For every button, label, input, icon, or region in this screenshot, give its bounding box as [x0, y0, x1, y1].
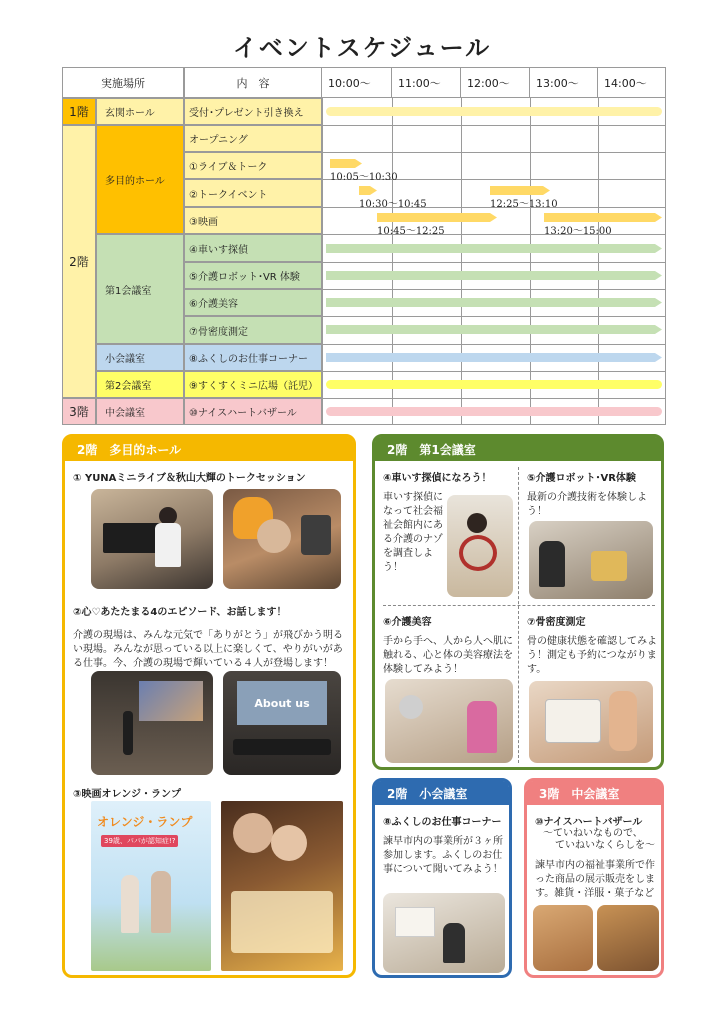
section-beauty-text: 手から手へ、人から人へ肌に触れる、心と体の美容療法を体験してみよう！	[383, 636, 513, 675]
photo-bone-density	[529, 681, 653, 763]
bar-wheelchair	[326, 244, 662, 253]
bar-beauty	[326, 298, 662, 307]
section-work-text: 諫早市内の事業所が３ヶ所参加します。ふくしのお仕事について聞いてみよう！	[383, 836, 503, 875]
time-header: 13:00～	[530, 67, 598, 98]
bar-bazaar	[326, 407, 662, 416]
photo-bazaar-goods-1	[533, 905, 593, 971]
projection-screen	[139, 681, 203, 721]
header-place: 実施場所	[62, 67, 184, 98]
poster-figure-1	[121, 875, 139, 933]
panel-conf1-heading: 2階 第1会議室	[375, 437, 661, 461]
item-reception: 受付･プレゼント引き換え	[184, 98, 322, 125]
item-talk-event: ②トークイベント	[184, 179, 322, 207]
row-line	[322, 125, 666, 126]
time-label-live: 10:05～10:30	[330, 172, 398, 183]
panel-small-heading: 2階 小会議室	[375, 781, 509, 805]
child-head	[467, 513, 487, 533]
section-movie-title: ③映画オレンジ・ランプ	[73, 789, 181, 800]
section-bazaar-sub2: ていねいなくらしを～	[555, 840, 655, 851]
monitor-shape	[301, 515, 331, 555]
panel-multipurpose-heading: 2階 多目的ホール	[65, 437, 353, 461]
bar-reception	[326, 107, 662, 116]
time-header: 11:00～	[392, 67, 461, 98]
flyer-face-2	[271, 825, 307, 861]
panelists-row	[233, 739, 331, 755]
divider-horizontal	[383, 605, 655, 606]
page-title: イベントスケジュール	[232, 34, 492, 62]
bar-work-corner	[326, 353, 662, 362]
speaker-figure	[123, 711, 133, 755]
divider-vertical	[518, 467, 519, 763]
poster-figure-2	[151, 871, 171, 933]
flyer-face-1	[233, 813, 273, 853]
section-bazaar-sub1: ～ていねいなもので、	[543, 828, 643, 839]
section-robot-text: 最新の介護技術を体験しよう！	[527, 492, 647, 517]
item-beauty: ⑥介護美容	[184, 289, 322, 316]
section-wheelchair-text: 車いす探偵になって社会福祉会館内にある介護のナゾを調査しよう！	[383, 492, 443, 573]
photo-talk-session	[223, 489, 341, 589]
panel-middle-heading: 3階 中会議室	[527, 781, 661, 805]
row-line	[322, 234, 666, 235]
bar-talk-event-2	[490, 186, 550, 195]
room-conf2: 第2会議室	[96, 371, 184, 398]
photo-stage	[91, 671, 213, 775]
foot-shape	[609, 691, 637, 751]
room-multipurpose: 多目的ホール	[96, 125, 184, 234]
item-bazaar: ⑩ナイスハートバザール	[184, 398, 322, 425]
bar-bone-density	[326, 325, 662, 334]
schedule-table	[62, 67, 666, 425]
person-figure	[539, 541, 565, 587]
speaker-head	[257, 519, 291, 553]
wheelchair-wheel	[459, 535, 497, 571]
panel-multipurpose	[62, 434, 356, 978]
section-bone-title: ⑦骨密度測定	[527, 617, 586, 628]
photo-live-performer	[91, 489, 213, 589]
item-wheelchair: ④車いす探偵	[184, 234, 322, 262]
measuring-device	[545, 699, 601, 743]
row-line	[322, 289, 666, 290]
section-episode-text: 介護の現場は、みんな元気で「ありがとう」が飛びかう明るい現場。みんなが思っている以上に楽しくて、やりがいがある仕事。今、介護の現場で輝いている４人が登場します！	[73, 630, 343, 669]
bar-robot-vr	[326, 271, 662, 280]
piano-shape	[103, 523, 161, 553]
room-conf1: 第1会議室	[96, 234, 184, 344]
panel-middle	[524, 778, 664, 978]
section-robot-title: ⑤介護ロボット･VR体験	[527, 473, 636, 484]
room-middle: 中会議室	[96, 398, 184, 425]
floor-1: 1階	[62, 98, 96, 125]
section-work-title: ⑧ふくしのお仕事コーナー	[383, 817, 502, 828]
section-live-title: ① YUNAミニライブ＆秋山大輝のトークセッション	[73, 473, 306, 484]
row-line	[322, 344, 666, 345]
item-bone-density: ⑦骨密度測定	[184, 316, 322, 344]
time-header: 14:00～	[598, 67, 666, 98]
photo-beauty	[385, 679, 513, 763]
time-header: 12:00～	[461, 67, 530, 98]
section-bazaar-title: ⑩ナイスハートバザール	[535, 817, 643, 828]
header-content: 内 容	[184, 67, 322, 98]
item-robot-vr: ⑤介護ロボット･VR 体験	[184, 262, 322, 289]
poster-orange-lamp	[91, 801, 211, 971]
time-header: 10:00～	[322, 67, 392, 98]
item-live-talk: ①ライブ＆トーク	[184, 152, 322, 179]
item-movie: ③映画	[184, 207, 322, 234]
time-label-talk1: 10:30～10:45	[359, 199, 427, 210]
row-line	[322, 152, 666, 153]
row-line	[322, 316, 666, 317]
floor-3: 3階	[62, 398, 96, 425]
section-beauty-title: ⑥介護美容	[383, 617, 432, 628]
room-small: 小会議室	[96, 344, 184, 371]
panel-conf1	[372, 434, 664, 770]
section-bazaar-text: 諫早市内の福祉事業所で作った商品の展示販売をします。雑貨・洋服・菓子など	[535, 860, 655, 899]
photo-work-corner	[383, 893, 505, 973]
bar-movie-1	[377, 213, 497, 222]
floor-2: 2階	[62, 125, 96, 398]
photo-wheelchair	[447, 495, 513, 597]
row-line	[322, 398, 666, 399]
bar-movie-2	[544, 213, 662, 222]
poster-movie-flyer	[221, 801, 343, 971]
photo-bazaar-goods-2	[597, 905, 659, 971]
time-label-talk2: 12:25～13:10	[490, 199, 558, 210]
row-line	[322, 371, 666, 372]
performer-body	[155, 523, 181, 567]
photo-panel-talk	[223, 671, 341, 775]
item-work-corner: ⑧ふくしのお仕事コーナー	[184, 344, 322, 371]
panel-small	[372, 778, 512, 978]
elder-head	[399, 695, 423, 719]
slide-about-us: About us	[237, 681, 327, 725]
row-line	[322, 262, 666, 263]
flyer-text-block	[231, 891, 333, 953]
item-childcare: ⑨すくすくミニ広場（託児）	[184, 371, 322, 398]
poster-board	[395, 907, 435, 937]
room-entrance: 玄関ホール	[96, 98, 184, 125]
section-wheelchair-title: ④車いす探偵になろう！	[383, 473, 492, 484]
robot-device	[591, 551, 627, 581]
poster-title: オレンジ・ランプ	[97, 815, 193, 829]
staff-figure	[443, 923, 465, 963]
time-label-movie2: 13:20～15:00	[544, 226, 612, 237]
item-opening: オープニング	[184, 125, 322, 152]
photo-robot-vr	[529, 521, 653, 599]
time-label-movie1: 10:45～12:25	[377, 226, 445, 237]
bar-childcare	[326, 380, 662, 389]
section-bone-text: 骨の健康状態を確認してみよう！測定も予約につながります。	[527, 636, 657, 675]
therapist-figure	[467, 701, 497, 753]
section-episode-title: ②心♡あたたまる4のエピソード、お話します！	[73, 607, 287, 618]
poster-tagline: 39歳、パパが認知症!?	[101, 835, 178, 847]
